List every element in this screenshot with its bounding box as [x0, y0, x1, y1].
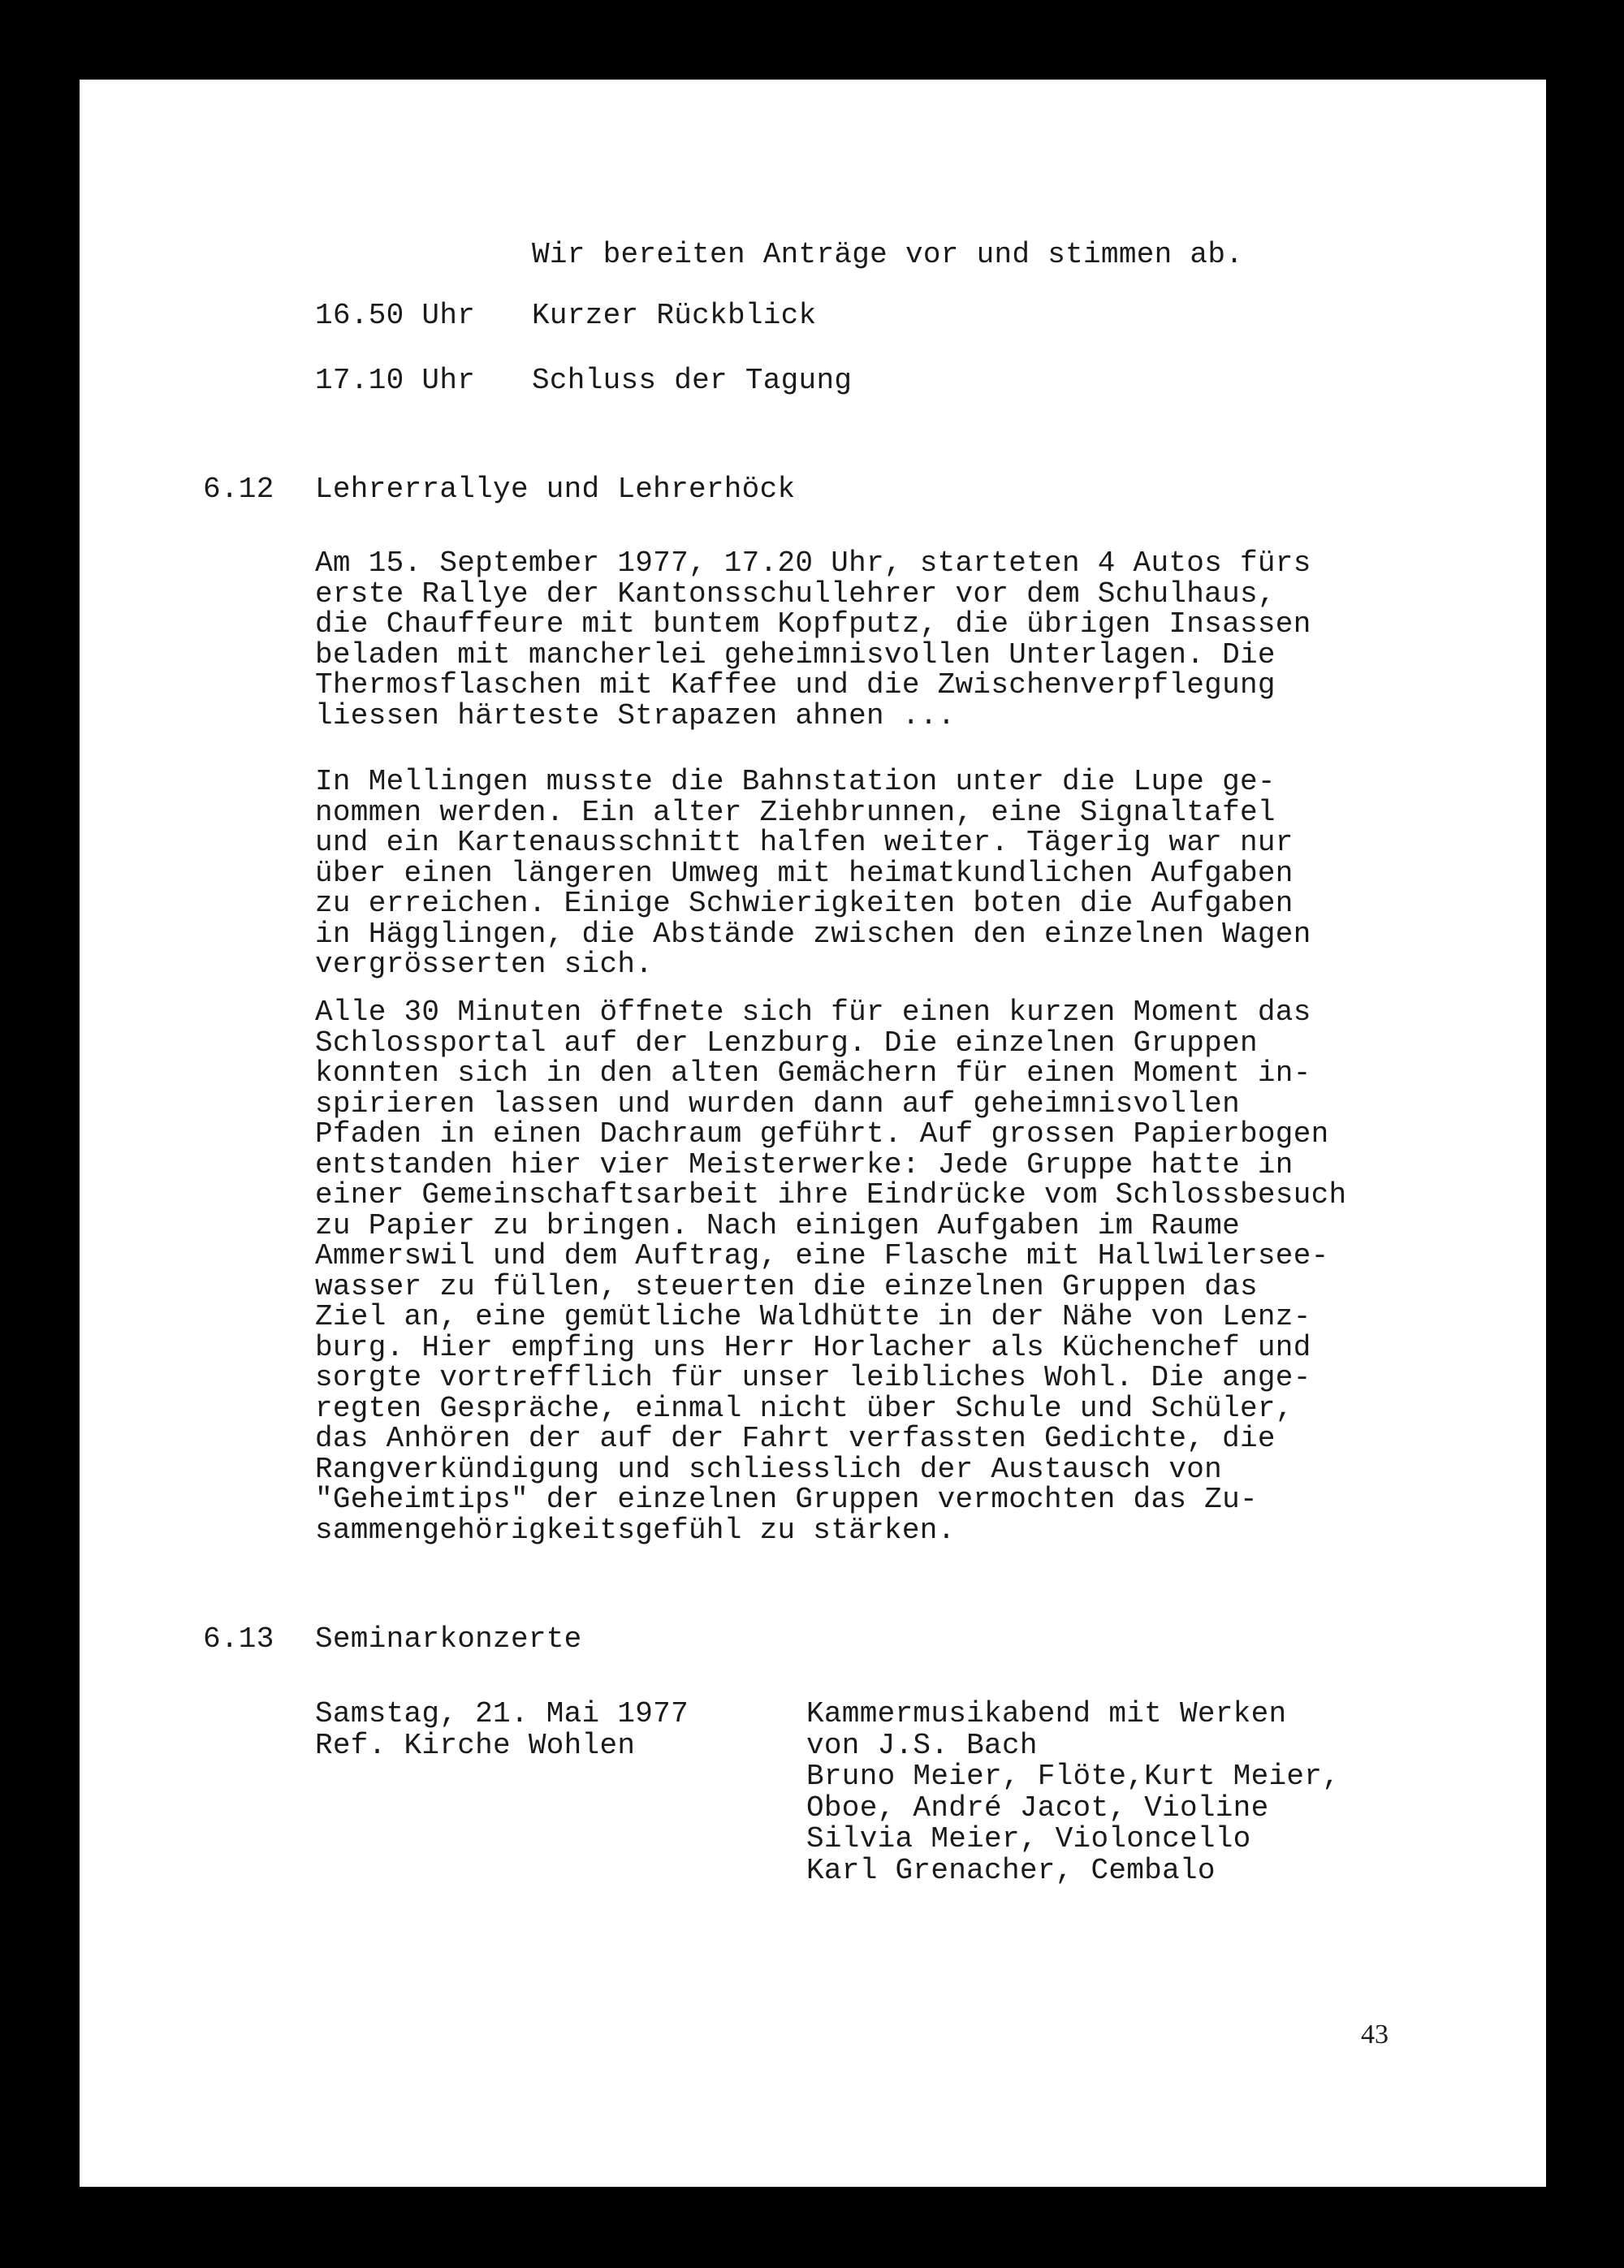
- paragraph-3-line-2: Schlossportal auf der Lenzburg. Die einzelnen Gruppen: [315, 1026, 1258, 1060]
- paragraph-3-line-5: Pfaden in einen Dachraum geführt. Auf grossen Papierbogen: [315, 1117, 1329, 1151]
- paragraph-3-line-6: entstanden hier vier Meisterwerke: Jede Gruppe hatte in: [315, 1147, 1294, 1182]
- paragraph-3-line-7: einer Gemeinschaftsarbeit ihre Eindrücke vom Schlossbesuch: [315, 1178, 1347, 1212]
- concert-right-line-6: Karl Grenacher, Cembalo: [806, 1853, 1216, 1887]
- concert-program: [806, 1699, 1340, 1886]
- section-6-12-title: Lehrerrallye und Lehrerhöck: [315, 473, 796, 506]
- concert-left-line-2: Ref. Kirche Wohlen: [315, 1728, 636, 1762]
- concert-date-location: [315, 1699, 689, 1761]
- paragraph-1-line-2: erste Rallye der Kantonsschullehrer vor dem Schulhaus,: [315, 577, 1276, 611]
- paragraph-3-line-12: burg. Hier empfing uns Herr Horlacher als Küchenchef und: [315, 1330, 1311, 1364]
- concert-right-line-1: Kammermusikabend mit Werken: [806, 1697, 1287, 1730]
- paragraph-3-line-10: wasser zu füllen, steuerten die einzelnen Gruppen das: [315, 1269, 1258, 1303]
- section-6-12-paragraph-1: [315, 548, 1311, 731]
- concert-left-line-1: Samstag, 21. Mai 1977: [315, 1697, 689, 1730]
- paragraph-2-line-2: nommen werden. Ein alter Ziehbrunnen, eine Signaltafel: [315, 795, 1276, 829]
- section-6-13-title: Seminarkonzerte: [315, 1622, 582, 1656]
- paragraph-2-line-5: zu erreichen. Einige Schwierigkeiten boten die Aufgaben: [315, 887, 1294, 920]
- section-6-12-paragraph-3: [315, 997, 1346, 1545]
- paragraph-1-line-5: Thermosflaschen mit Kaffee und die Zwischenverpflegung: [315, 668, 1276, 702]
- paragraph-3-line-9: Ammerswil und dem Auftrag, eine Flasche mit Hallwilersee-: [315, 1239, 1329, 1272]
- paragraph-3-line-8: zu Papier zu bringen. Nach einigen Aufgaben im Raume: [315, 1208, 1240, 1242]
- section-6-13-number: 6.13: [203, 1622, 274, 1656]
- agenda-label-1: Kurzer Rückblick: [532, 299, 817, 332]
- paragraph-1-line-3: die Chauffeure mit buntem Kopfputz, die übrigen Insassen: [315, 607, 1311, 641]
- paragraph-2-line-3: und ein Kartenausschnitt halfen weiter. Tägerig war nur: [315, 826, 1294, 859]
- paragraph-3-line-14: regten Gespräche, einmal nicht über Schule und Schüler,: [315, 1391, 1294, 1425]
- paragraph-2-line-7: vergrösserten sich.: [315, 948, 654, 981]
- section-6-12-number: 6.12: [203, 473, 274, 506]
- section-6-12-paragraph-2: [315, 767, 1311, 980]
- paragraph-3-line-11: Ziel an, eine gemütliche Waldhütte in der Nähe von Lenz-: [315, 1300, 1311, 1333]
- paragraph-3-line-1: Alle 30 Minuten öffnete sich für einen kurzen Moment das: [315, 996, 1311, 1029]
- page-number: 43: [1361, 2020, 1389, 2050]
- paragraph-3-line-3: konnten sich in den alten Gemächern für einen Moment in-: [315, 1056, 1311, 1090]
- agenda-time-2: 17.10 Uhr: [315, 364, 476, 397]
- paragraph-3-line-13: sorgte vortrefflich für unser leibliches Wohl. Die ange-: [315, 1361, 1311, 1394]
- concert-right-line-5: Silvia Meier, Violoncello: [806, 1822, 1251, 1855]
- paragraph-1-line-6: liessen härteste Strapazen ahnen ...: [315, 698, 956, 732]
- agenda-label-2: Schluss der Tagung: [532, 364, 853, 397]
- paragraph-2-line-6: in Hägglingen, die Abstände zwischen den einzelnen Wagen: [315, 917, 1311, 951]
- paragraph-3-line-18: sammengehörigkeitsgefühl zu stärken.: [315, 1513, 956, 1547]
- paragraph-3-line-15: das Anhören der auf der Fahrt verfassten Gedichte, die: [315, 1422, 1276, 1455]
- concert-right-line-3: Bruno Meier, Flöte,Kurt Meier,: [806, 1760, 1341, 1793]
- paragraph-1-line-4: beladen mit mancherlei geheimnisvollen Unterlagen. Die: [315, 637, 1276, 672]
- agenda-continuation: Wir bereiten Anträge vor und stimmen ab.: [532, 238, 1244, 271]
- concert-right-line-4: Oboe, André Jacot, Violine: [806, 1791, 1269, 1825]
- paragraph-3-line-4: spirieren lassen und wurden dann auf geheimnisvollen: [315, 1086, 1240, 1121]
- paragraph-2-line-1: In Mellingen musste die Bahnstation unter die Lupe ge-: [315, 765, 1276, 798]
- paragraph-2-line-4: über einen längeren Umweg mit heimatkundlichen Aufgaben: [315, 856, 1294, 890]
- paragraph-3-line-16: Rangverkündigung und schliesslich der Austausch von: [315, 1452, 1223, 1486]
- paragraph-3-line-17: "Geheimtips" der einzelnen Gruppen vermochten das Zu-: [315, 1483, 1258, 1516]
- concert-right-line-2: von J.S. Bach: [806, 1728, 1038, 1762]
- paragraph-1-line-1: Am 15. September 1977, 17.20 Uhr, starteten 4 Autos fürs: [315, 546, 1311, 580]
- agenda-time-1: 16.50 Uhr: [315, 299, 476, 332]
